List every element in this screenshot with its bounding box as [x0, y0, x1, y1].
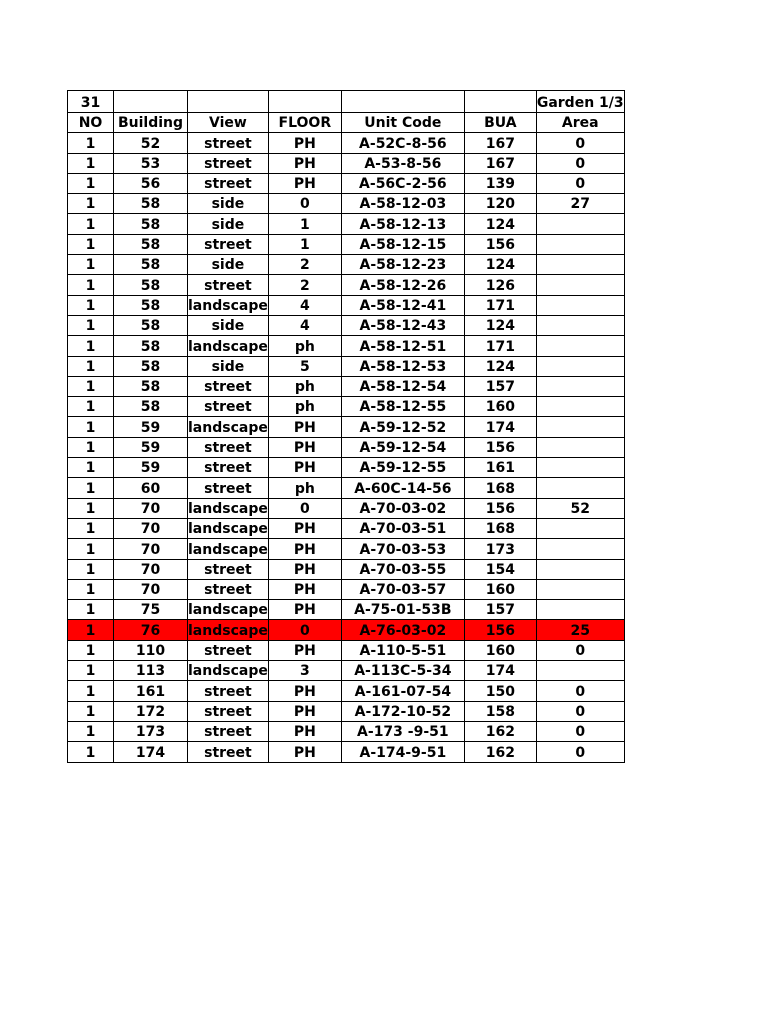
- cell-garden-area[interactable]: 0: [536, 640, 624, 660]
- cell-no[interactable]: 1: [68, 295, 114, 315]
- cell-unit-code[interactable]: A-58-12-55: [341, 397, 464, 417]
- cell-unit-code[interactable]: A-110-5-51: [341, 640, 464, 660]
- empty-cell[interactable]: [268, 91, 341, 113]
- cell-floor[interactable]: 0: [268, 620, 341, 640]
- cell-floor[interactable]: 2: [268, 255, 341, 275]
- cell-floor[interactable]: 1: [268, 234, 341, 254]
- cell-view[interactable]: street: [188, 640, 269, 660]
- cell-view[interactable]: landscape: [188, 600, 269, 620]
- cell-no[interactable]: 1: [68, 336, 114, 356]
- cell-bua[interactable]: 156: [464, 437, 536, 457]
- cell-building[interactable]: 59: [114, 437, 188, 457]
- cell-garden-area[interactable]: [536, 559, 624, 579]
- cell-garden-area[interactable]: [536, 437, 624, 457]
- cell-unit-code[interactable]: A-58-12-51: [341, 336, 464, 356]
- cell-view[interactable]: side: [188, 315, 269, 335]
- cell-view[interactable]: landscape: [188, 539, 269, 559]
- cell-no[interactable]: 1: [68, 173, 114, 193]
- cell-floor[interactable]: PH: [268, 153, 341, 173]
- cell-bua[interactable]: 124: [464, 255, 536, 275]
- cell-unit-code[interactable]: A-58-12-03: [341, 194, 464, 214]
- cell-unit-code[interactable]: A-76-03-02: [341, 620, 464, 640]
- cell-garden-area[interactable]: 0: [536, 173, 624, 193]
- cell-building[interactable]: 58: [114, 234, 188, 254]
- empty-cell[interactable]: [341, 91, 464, 113]
- cell-floor[interactable]: PH: [268, 640, 341, 660]
- cell-view[interactable]: street: [188, 173, 269, 193]
- cell-no[interactable]: 1: [68, 376, 114, 396]
- cell-building[interactable]: 75: [114, 600, 188, 620]
- table-row: [68, 559, 625, 579]
- cell-bua[interactable]: 126: [464, 275, 536, 295]
- cell-unit-code[interactable]: A-70-03-51: [341, 518, 464, 538]
- cell-bua[interactable]: 156: [464, 234, 536, 254]
- cell-floor[interactable]: 3: [268, 661, 341, 681]
- cell-bua[interactable]: 156: [464, 498, 536, 518]
- cell-view[interactable]: landscape: [188, 336, 269, 356]
- cell-garden-area[interactable]: 52: [536, 498, 624, 518]
- cell-bua[interactable]: 157: [464, 376, 536, 396]
- cell-garden-area[interactable]: [536, 518, 624, 538]
- cell-floor[interactable]: PH: [268, 681, 341, 701]
- table-row: [68, 437, 625, 457]
- cell-no[interactable]: 1: [68, 194, 114, 214]
- cell-no[interactable]: 1: [68, 539, 114, 559]
- cell-bua[interactable]: 158: [464, 701, 536, 721]
- table-row: [68, 417, 625, 437]
- cell-floor[interactable]: ph: [268, 376, 341, 396]
- cell-bua[interactable]: 160: [464, 397, 536, 417]
- cell-garden-area[interactable]: [536, 376, 624, 396]
- table-row: [68, 376, 625, 396]
- cell-building[interactable]: 59: [114, 458, 188, 478]
- cell-view[interactable]: landscape: [188, 417, 269, 437]
- cell-bua[interactable]: 173: [464, 539, 536, 559]
- cell-bua[interactable]: 124: [464, 356, 536, 376]
- cell-building[interactable]: 173: [114, 721, 188, 741]
- cell-floor[interactable]: PH: [268, 133, 341, 153]
- cell-building[interactable]: 70: [114, 539, 188, 559]
- cell-bua[interactable]: 157: [464, 600, 536, 620]
- header-bua[interactable]: BUA: [464, 113, 536, 133]
- cell-garden-area[interactable]: [536, 397, 624, 417]
- cell-no[interactable]: 1: [68, 397, 114, 417]
- header-row: [68, 113, 625, 133]
- cell-bua[interactable]: 120: [464, 194, 536, 214]
- cell-unit-code[interactable]: A-113C-5-34: [341, 661, 464, 681]
- cell-view[interactable]: street: [188, 559, 269, 579]
- cell-view[interactable]: landscape: [188, 498, 269, 518]
- cell-view[interactable]: street: [188, 742, 269, 762]
- cell-building[interactable]: 161: [114, 681, 188, 701]
- cell-view[interactable]: street: [188, 458, 269, 478]
- cell-garden-area[interactable]: [536, 255, 624, 275]
- table-row: [68, 356, 625, 376]
- cell-floor[interactable]: 4: [268, 295, 341, 315]
- table-row: [68, 498, 625, 518]
- cell-garden-area[interactable]: 25: [536, 620, 624, 640]
- cell-view[interactable]: side: [188, 194, 269, 214]
- cell-building[interactable]: 59: [114, 417, 188, 437]
- cell-unit-code[interactable]: A-58-12-43: [341, 315, 464, 335]
- cell-no[interactable]: 1: [68, 661, 114, 681]
- cell-garden-area[interactable]: [536, 295, 624, 315]
- cell-bua[interactable]: 160: [464, 579, 536, 599]
- cell-view[interactable]: street: [188, 721, 269, 741]
- cell-bua[interactable]: 150: [464, 681, 536, 701]
- cell-building[interactable]: 70: [114, 498, 188, 518]
- table-row: [68, 315, 625, 335]
- cell-no[interactable]: 1: [68, 742, 114, 762]
- cell-floor[interactable]: PH: [268, 600, 341, 620]
- cell-floor[interactable]: ph: [268, 397, 341, 417]
- cell-building[interactable]: 52: [114, 133, 188, 153]
- cell-no[interactable]: 1: [68, 255, 114, 275]
- cell-view[interactable]: street: [188, 701, 269, 721]
- empty-cell[interactable]: [114, 91, 188, 113]
- cell-bua[interactable]: 139: [464, 173, 536, 193]
- cell-building[interactable]: 174: [114, 742, 188, 762]
- cell-view[interactable]: street: [188, 153, 269, 173]
- cell-unit-code[interactable]: A-58-12-41: [341, 295, 464, 315]
- cell-bua[interactable]: 161: [464, 458, 536, 478]
- cell-no[interactable]: 1: [68, 458, 114, 478]
- table-row: [68, 458, 625, 478]
- cell-garden-area[interactable]: [536, 600, 624, 620]
- cell-unit-code[interactable]: A-60C-14-56: [341, 478, 464, 498]
- empty-cell[interactable]: [464, 91, 536, 113]
- cell-unit-code[interactable]: A-75-01-53B: [341, 600, 464, 620]
- cell-floor[interactable]: PH: [268, 701, 341, 721]
- cell-floor[interactable]: PH: [268, 579, 341, 599]
- table-row: [68, 539, 625, 559]
- cell-unit-code[interactable]: A-58-12-15: [341, 234, 464, 254]
- cell-floor[interactable]: PH: [268, 458, 341, 478]
- cell-garden-area[interactable]: [536, 336, 624, 356]
- cell-floor[interactable]: 0: [268, 194, 341, 214]
- cell-floor[interactable]: ph: [268, 336, 341, 356]
- cell-bua[interactable]: 124: [464, 315, 536, 335]
- table-row: [68, 742, 625, 762]
- table-row-highlighted: [68, 620, 625, 640]
- cell-building[interactable]: 110: [114, 640, 188, 660]
- header-floor[interactable]: FLOOR: [268, 113, 341, 133]
- cell-floor[interactable]: PH: [268, 721, 341, 741]
- cell-garden-area[interactable]: [536, 417, 624, 437]
- cell-garden-area[interactable]: 0: [536, 133, 624, 153]
- cell-floor[interactable]: PH: [268, 539, 341, 559]
- cell-bua[interactable]: 156: [464, 620, 536, 640]
- cell-bua[interactable]: 167: [464, 133, 536, 153]
- cell-garden-area[interactable]: 0: [536, 153, 624, 173]
- table-body: [68, 91, 625, 763]
- cell-view[interactable]: landscape: [188, 295, 269, 315]
- cell-garden-area[interactable]: [536, 214, 624, 234]
- cell-bua[interactable]: 171: [464, 295, 536, 315]
- cell-floor[interactable]: 4: [268, 315, 341, 335]
- header-area[interactable]: Area: [536, 113, 624, 133]
- cell-garden-area[interactable]: 0: [536, 701, 624, 721]
- cell-garden-area[interactable]: [536, 579, 624, 599]
- cell-view[interactable]: landscape: [188, 620, 269, 640]
- cell-unit-code[interactable]: A-173 -9-51: [341, 721, 464, 741]
- cell-building[interactable]: 58: [114, 315, 188, 335]
- cell-bua[interactable]: 154: [464, 559, 536, 579]
- table-row: [68, 153, 625, 173]
- cell-unit-code[interactable]: A-58-12-23: [341, 255, 464, 275]
- cell-no[interactable]: 1: [68, 478, 114, 498]
- table-row: [68, 214, 625, 234]
- cell-view[interactable]: street: [188, 275, 269, 295]
- table-row: [68, 173, 625, 193]
- cell-building[interactable]: 58: [114, 356, 188, 376]
- cell-garden-area[interactable]: [536, 275, 624, 295]
- header-unit-code[interactable]: Unit Code: [341, 113, 464, 133]
- cell-floor[interactable]: PH: [268, 518, 341, 538]
- cell-unit-code[interactable]: A-172-10-52: [341, 701, 464, 721]
- cell-no[interactable]: 1: [68, 153, 114, 173]
- cell-no[interactable]: 1: [68, 437, 114, 457]
- cell-view[interactable]: landscape: [188, 518, 269, 538]
- cell-no[interactable]: 1: [68, 417, 114, 437]
- table-row: [68, 681, 625, 701]
- cell-garden-area[interactable]: 0: [536, 742, 624, 762]
- cell-bua[interactable]: 171: [464, 336, 536, 356]
- cell-unit-code[interactable]: A-58-12-53: [341, 356, 464, 376]
- table-row: [68, 721, 625, 741]
- cell-no[interactable]: 1: [68, 640, 114, 660]
- table-row: [68, 295, 625, 315]
- cell-building[interactable]: 53: [114, 153, 188, 173]
- table-row: [68, 234, 625, 254]
- cell-floor[interactable]: 5: [268, 356, 341, 376]
- cell-building[interactable]: 58: [114, 295, 188, 315]
- cell-no[interactable]: 1: [68, 133, 114, 153]
- cell-garden-area[interactable]: [536, 539, 624, 559]
- cell-view[interactable]: street: [188, 437, 269, 457]
- table-row: [68, 579, 625, 599]
- cell-unit-code[interactable]: A-59-12-55: [341, 458, 464, 478]
- table-row: [68, 701, 625, 721]
- cell-building[interactable]: 113: [114, 661, 188, 681]
- cell-floor[interactable]: PH: [268, 742, 341, 762]
- cell-floor[interactable]: 0: [268, 498, 341, 518]
- cell-bua[interactable]: 124: [464, 214, 536, 234]
- cell-floor[interactable]: PH: [268, 437, 341, 457]
- empty-cell[interactable]: [188, 91, 269, 113]
- table-row: [68, 661, 625, 681]
- cell-bua[interactable]: 160: [464, 640, 536, 660]
- cell-view[interactable]: street: [188, 579, 269, 599]
- cell-no[interactable]: 1: [68, 620, 114, 640]
- table-row: [68, 478, 625, 498]
- cell-floor[interactable]: 1: [268, 214, 341, 234]
- table-row: [68, 194, 625, 214]
- cell-bua[interactable]: 167: [464, 153, 536, 173]
- cell-unit-code[interactable]: A-59-12-54: [341, 437, 464, 457]
- cell-building[interactable]: 60: [114, 478, 188, 498]
- cell-garden-area[interactable]: 0: [536, 721, 624, 741]
- cell-floor[interactable]: PH: [268, 417, 341, 437]
- cell-floor[interactable]: ph: [268, 478, 341, 498]
- cell-view[interactable]: street: [188, 376, 269, 396]
- cell-no[interactable]: 1: [68, 681, 114, 701]
- cell-garden-area[interactable]: [536, 234, 624, 254]
- cell-no[interactable]: 1: [68, 234, 114, 254]
- cell-unit-code[interactable]: A-70-03-57: [341, 579, 464, 599]
- cell-unit-code[interactable]: A-70-03-02: [341, 498, 464, 518]
- cell-floor[interactable]: PH: [268, 559, 341, 579]
- cell-unit-code[interactable]: A-70-03-53: [341, 539, 464, 559]
- cell-garden-area[interactable]: [536, 315, 624, 335]
- cell-unit-code[interactable]: A-58-12-13: [341, 214, 464, 234]
- cell-view[interactable]: landscape: [188, 661, 269, 681]
- cell-building[interactable]: 76: [114, 620, 188, 640]
- cell-no[interactable]: 1: [68, 579, 114, 599]
- cell-building[interactable]: 56: [114, 173, 188, 193]
- table-row: [68, 640, 625, 660]
- total-count-cell[interactable]: 31: [68, 91, 114, 113]
- cell-garden-area[interactable]: [536, 478, 624, 498]
- cell-view[interactable]: side: [188, 356, 269, 376]
- cell-no[interactable]: 1: [68, 315, 114, 335]
- cell-building[interactable]: 58: [114, 194, 188, 214]
- cell-unit-code[interactable]: A-174-9-51: [341, 742, 464, 762]
- header-no[interactable]: NO: [68, 113, 114, 133]
- header-building[interactable]: Building: [114, 113, 188, 133]
- cell-no[interactable]: 1: [68, 559, 114, 579]
- cell-no[interactable]: 1: [68, 498, 114, 518]
- cell-floor[interactable]: 2: [268, 275, 341, 295]
- cell-floor[interactable]: PH: [268, 173, 341, 193]
- table-row: [68, 275, 625, 295]
- cell-bua[interactable]: 162: [464, 742, 536, 762]
- cell-bua[interactable]: 168: [464, 518, 536, 538]
- cell-building[interactable]: 172: [114, 701, 188, 721]
- cell-garden-area[interactable]: [536, 661, 624, 681]
- cell-building[interactable]: 70: [114, 559, 188, 579]
- cell-building[interactable]: 58: [114, 376, 188, 396]
- cell-no[interactable]: 1: [68, 600, 114, 620]
- cell-view[interactable]: street: [188, 234, 269, 254]
- table-row: [68, 336, 625, 356]
- cell-bua[interactable]: 168: [464, 478, 536, 498]
- count-row: [68, 91, 625, 113]
- cell-no[interactable]: 1: [68, 701, 114, 721]
- units-table: [67, 90, 625, 763]
- cell-building[interactable]: 58: [114, 275, 188, 295]
- cell-no[interactable]: 1: [68, 214, 114, 234]
- cell-bua[interactable]: 162: [464, 721, 536, 741]
- cell-bua[interactable]: 174: [464, 417, 536, 437]
- cell-view[interactable]: street: [188, 478, 269, 498]
- cell-no[interactable]: 1: [68, 721, 114, 741]
- cell-unit-code[interactable]: A-56C-2-56: [341, 173, 464, 193]
- cell-building[interactable]: 70: [114, 579, 188, 599]
- cell-unit-code[interactable]: A-53-8-56: [341, 153, 464, 173]
- table-row: [68, 133, 625, 153]
- cell-building[interactable]: 70: [114, 518, 188, 538]
- table-row: [68, 397, 625, 417]
- cell-building[interactable]: 58: [114, 336, 188, 356]
- cell-garden-area[interactable]: 27: [536, 194, 624, 214]
- cell-unit-code[interactable]: A-58-12-54: [341, 376, 464, 396]
- cell-building[interactable]: 58: [114, 214, 188, 234]
- garden-header-cell[interactable]: Garden 1/3: [536, 91, 624, 113]
- cell-building[interactable]: 58: [114, 255, 188, 275]
- cell-no[interactable]: 1: [68, 356, 114, 376]
- cell-garden-area[interactable]: 0: [536, 681, 624, 701]
- cell-view[interactable]: street: [188, 681, 269, 701]
- cell-view[interactable]: street: [188, 397, 269, 417]
- cell-view[interactable]: side: [188, 255, 269, 275]
- cell-view[interactable]: street: [188, 133, 269, 153]
- cell-unit-code[interactable]: A-161-07-54: [341, 681, 464, 701]
- table-row: [68, 518, 625, 538]
- cell-unit-code[interactable]: A-58-12-26: [341, 275, 464, 295]
- cell-garden-area[interactable]: [536, 458, 624, 478]
- cell-view[interactable]: side: [188, 214, 269, 234]
- cell-no[interactable]: 1: [68, 275, 114, 295]
- cell-unit-code[interactable]: A-70-03-55: [341, 559, 464, 579]
- cell-building[interactable]: 58: [114, 397, 188, 417]
- cell-unit-code[interactable]: A-59-12-52: [341, 417, 464, 437]
- cell-bua[interactable]: 174: [464, 661, 536, 681]
- table-row: [68, 255, 625, 275]
- cell-no[interactable]: 1: [68, 518, 114, 538]
- header-view[interactable]: View: [188, 113, 269, 133]
- cell-unit-code[interactable]: A-52C-8-56: [341, 133, 464, 153]
- table-row: [68, 600, 625, 620]
- cell-garden-area[interactable]: [536, 356, 624, 376]
